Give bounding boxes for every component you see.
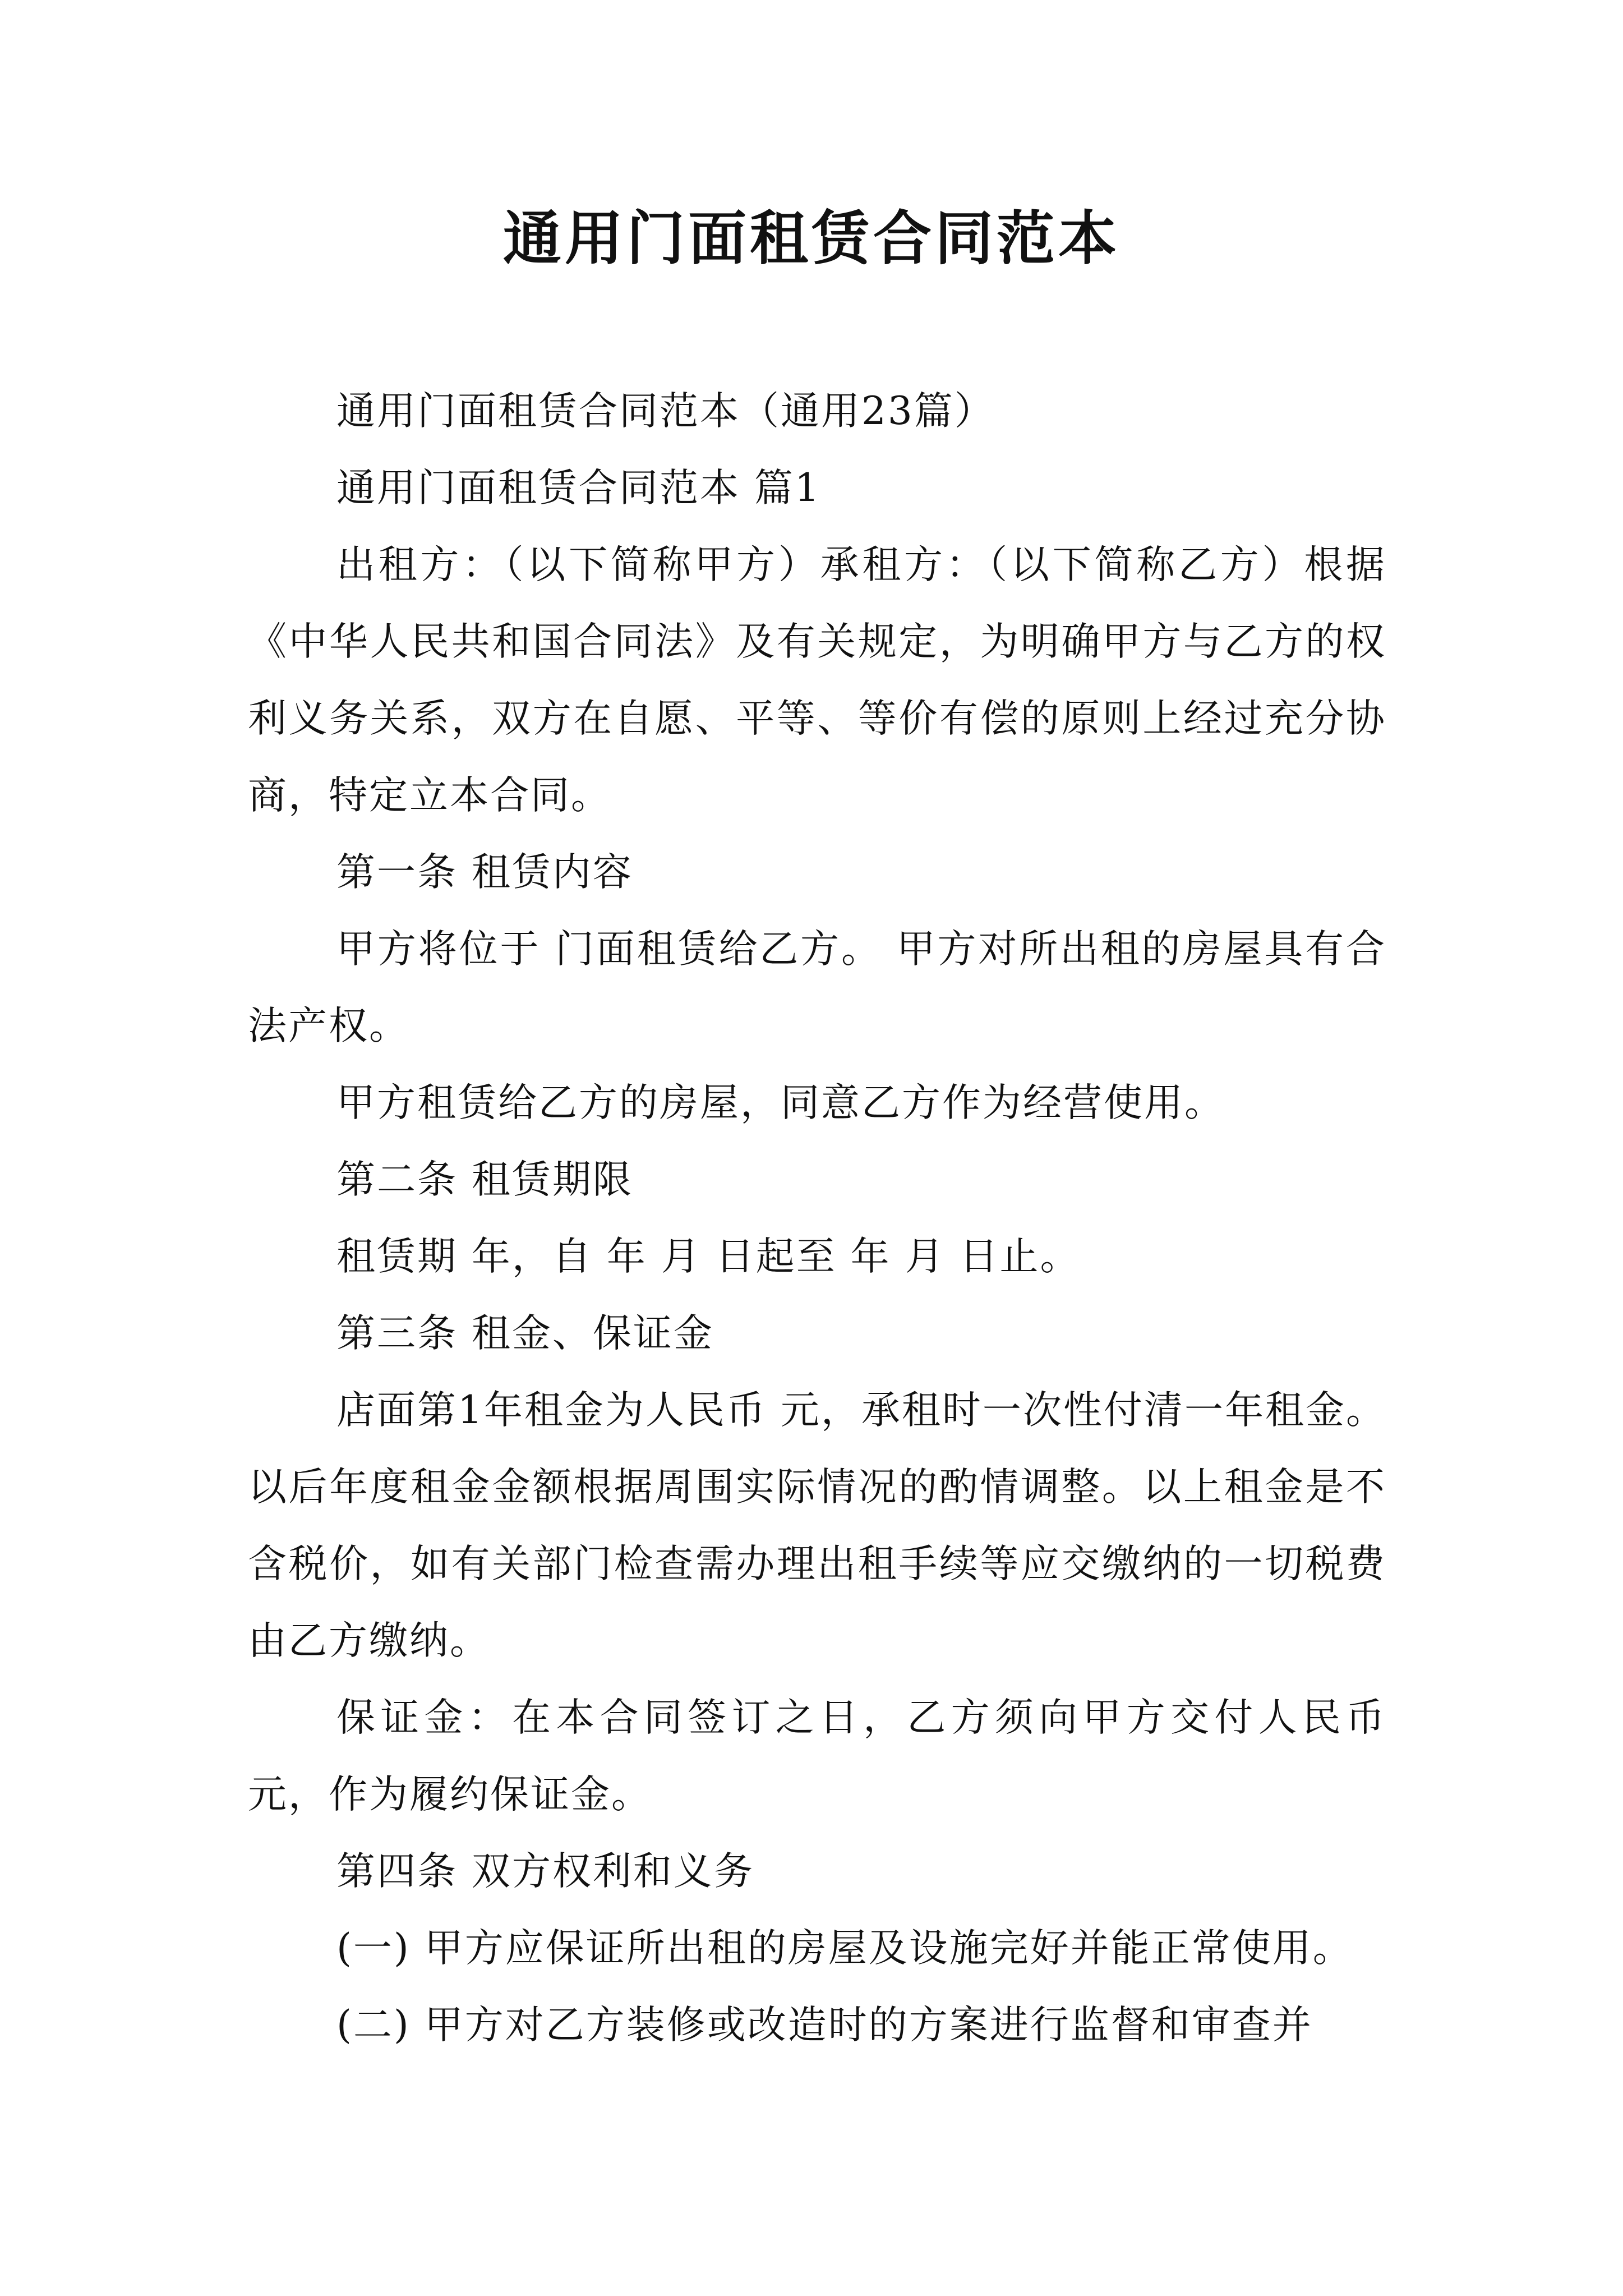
- article-3-paragraph-2: 保证金：在本合同签订之日，乙方须向甲方交付人民币 元，作为履约保证金。: [248, 1695, 1386, 1817]
- paragraph-parties: 出租方：（以下简称甲方）承租方：（以下简称乙方）根据《中华人民共和国合同法》及有关规定，为明确甲方与乙方的权利义务关系，双方在自愿、平等、等价有偿的原则上经过充分协商，特定立本合同。: [248, 542, 1386, 818]
- article-4-item-2: (二) 甲方对乙方装修或改造时的方案进行监督和审查并: [336, 2003, 1313, 2047]
- article-4-item-1: (一) 甲方应保证所出租的房屋及设施完好并能正常使用。: [336, 1926, 1353, 1971]
- article-1-paragraph-2: 甲方租赁给乙方的房屋，同意乙方作为经营使用。: [336, 1080, 1225, 1125]
- article-2-heading: 第二条 租赁期限: [336, 1157, 633, 1202]
- article-3-paragraph-1: 店面第1年租金为人民币 元，承租时一次性付清一年租金。以后年度租金金额根据周围实际情况的酌情调整。以上租金是不含税价，如有关部门检查需办理出租手续等应交缴纳的一切税费由乙方缴纳。: [248, 1388, 1386, 1663]
- article-3-heading: 第三条 租金、保证金: [336, 1311, 714, 1356]
- paragraph-subtitle: 通用门面租赁合同范本（通用23篇）: [336, 389, 995, 434]
- article-1-paragraph-1: 甲方将位于 门面租赁给乙方。 甲方对所出租的房屋具有合法产权。: [248, 927, 1386, 1048]
- document-body: [248, 373, 1386, 2064]
- article-4-heading: 第四条 双方权利和义务: [336, 1849, 754, 1894]
- article-2-paragraph-1: 租赁期 年，自 年 月 日起至 年 月 日止。: [336, 1234, 1081, 1279]
- article-1-heading: 第一条 租赁内容: [336, 850, 633, 895]
- document-title: 通用门面租赁合同范本: [502, 204, 1120, 273]
- paragraph-section-heading: 通用门面租赁合同范本 篇1: [336, 466, 821, 510]
